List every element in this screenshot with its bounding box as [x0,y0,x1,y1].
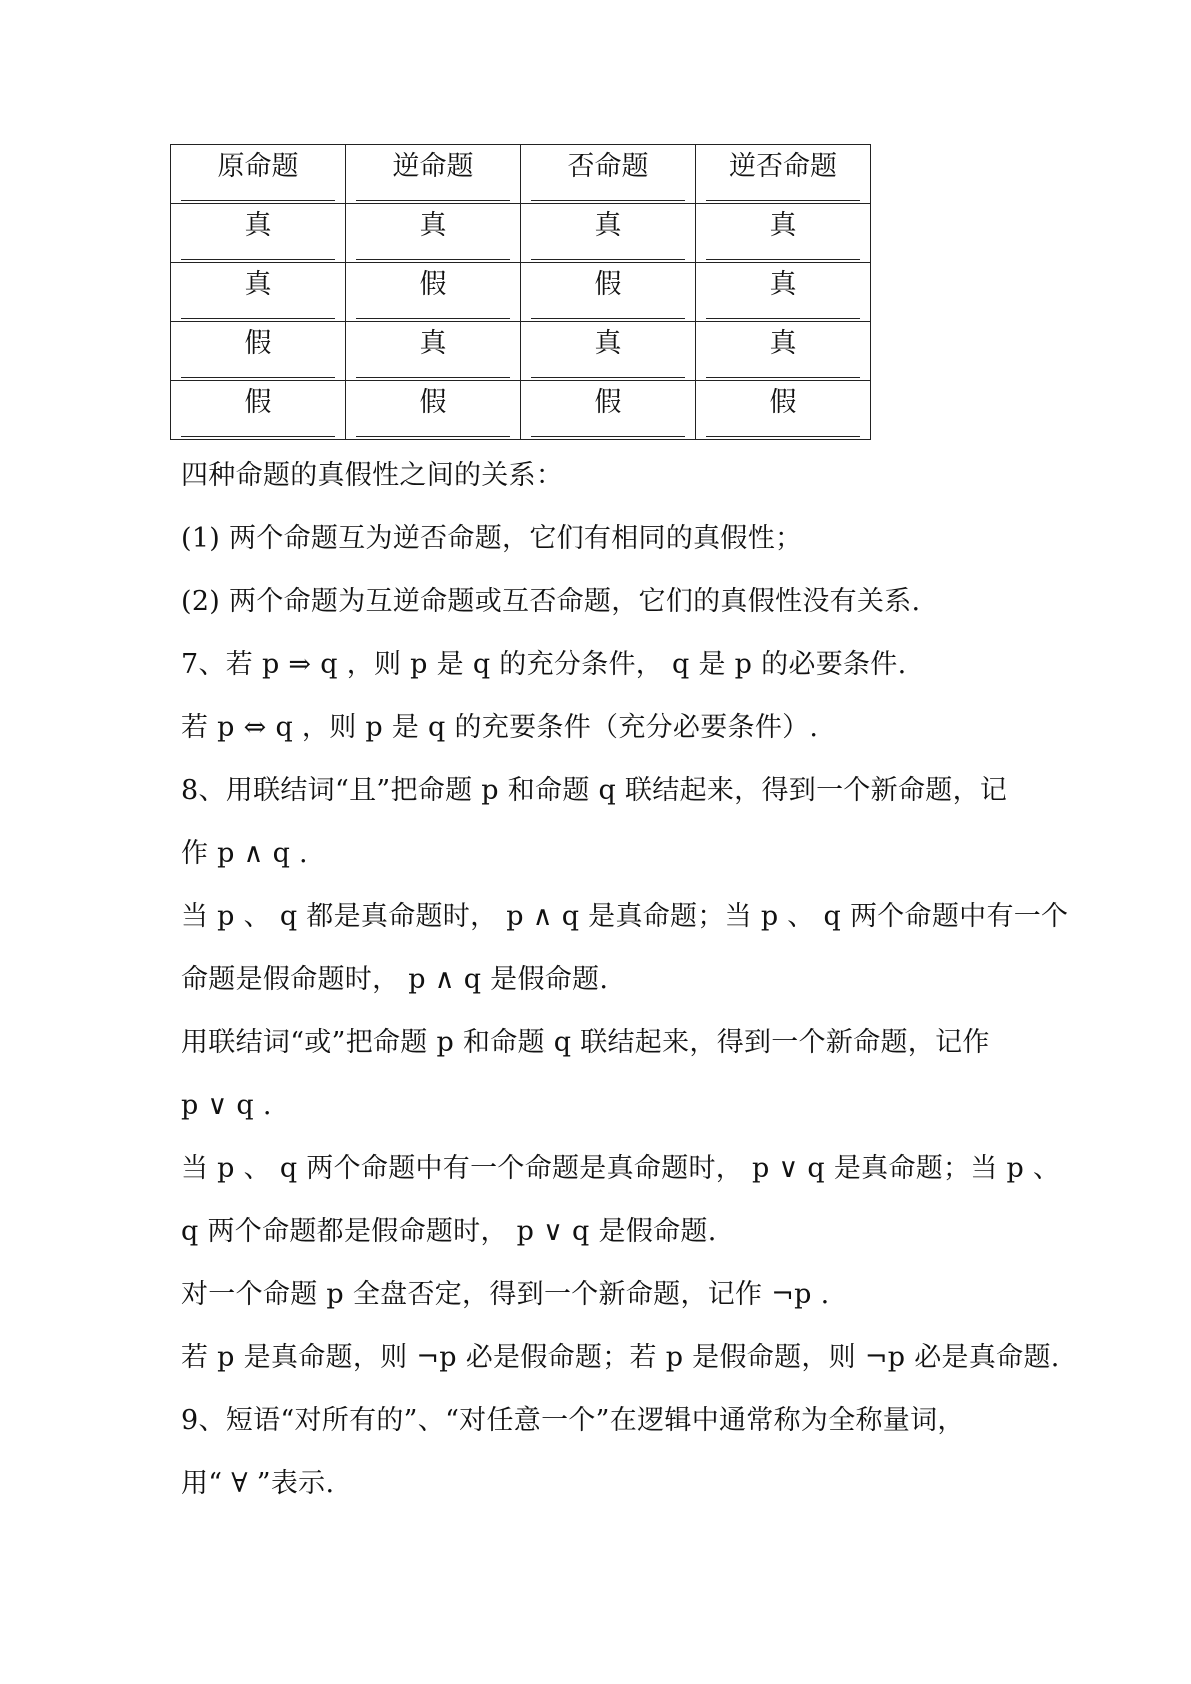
table-cell: 真 [171,204,346,263]
table-cell: 假 [696,381,871,440]
table-header-cell: 原命题 [171,145,346,204]
table-header-cell: 逆命题 [346,145,521,204]
table-row [171,322,871,381]
paragraph-and-rule: 当 p 、 q 都是真命题时， p ∧ q 是真命题；当 p 、 q 两个命题中有一个 [181,901,1069,932]
table-cell: 真 [521,204,696,263]
paragraph-item-2: (2) 两个命题为互逆命题或互否命题，它们的真假性没有关系. [181,586,921,617]
table-row [171,263,871,322]
paragraph-section-9: 9、短语“对所有的”、“对任意一个”在逻辑中通常称为全称量词， [181,1405,965,1436]
paragraph-negation-rule: 若 p 是真命题，则 ¬p 必是假命题；若 p 是假命题，则 ¬p 必是真命题. [181,1342,1060,1373]
paragraph-or-definition: 用联结词“或”把命题 p 和命题 q 联结起来，得到一个新命题，记作 [181,1027,990,1058]
paragraph-section-7: 7、若 p ⇒ q ，则 p 是 q 的充分条件， q 是 p 的必要条件. [181,649,907,680]
table-cell: 假 [171,322,346,381]
table-cell: 真 [171,263,346,322]
table-row [171,204,871,263]
truth-table [170,144,871,440]
table-cell: 真 [346,322,521,381]
table-header-cell: 否命题 [521,145,696,204]
paragraph-negation-definition: 对一个命题 p 全盘否定，得到一个新命题，记作 ¬p . [181,1279,830,1310]
table-header-cell: 逆否命题 [696,145,871,204]
paragraph-or-notation: p ∨ q . [181,1090,272,1121]
paragraph-item-1: (1) 两个命题互为逆否命题，它们有相同的真假性； [181,523,803,554]
paragraph-section-7-equivalence: 若 p ⇔ q ，则 p 是 q 的充要条件（充分必要条件）. [181,712,819,743]
paragraph-or-rule-cont: q 两个命题都是假命题时， p ∨ q 是假命题. [181,1216,717,1247]
table-cell: 真 [521,322,696,381]
table-cell: 真 [346,204,521,263]
table-cell: 真 [696,263,871,322]
table-cell: 假 [346,381,521,440]
paragraph-and-rule-cont: 命题是假命题时， p ∧ q 是假命题. [181,964,609,995]
table-header-row [171,145,871,204]
table-cell: 真 [696,322,871,381]
table-cell: 真 [696,204,871,263]
paragraph-relationship-heading: 四种命题的真假性之间的关系： [181,460,564,491]
paragraph-section-9-symbol: 用“ ∀ ”表示. [181,1468,335,1499]
table-cell: 假 [521,381,696,440]
table-cell: 假 [346,263,521,322]
table-row [171,381,871,440]
paragraph-section-8: 8、用联结词“且”把命题 p 和命题 q 联结起来，得到一个新命题，记 [181,775,1008,806]
paragraph-section-8-notation: 作 p ∧ q . [181,838,308,869]
paragraph-or-rule: 当 p 、 q 两个命题中有一个命题是真命题时， p ∨ q 是真命题；当 p 、 [181,1153,1061,1184]
table-cell: 假 [521,263,696,322]
table-cell: 假 [171,381,346,440]
